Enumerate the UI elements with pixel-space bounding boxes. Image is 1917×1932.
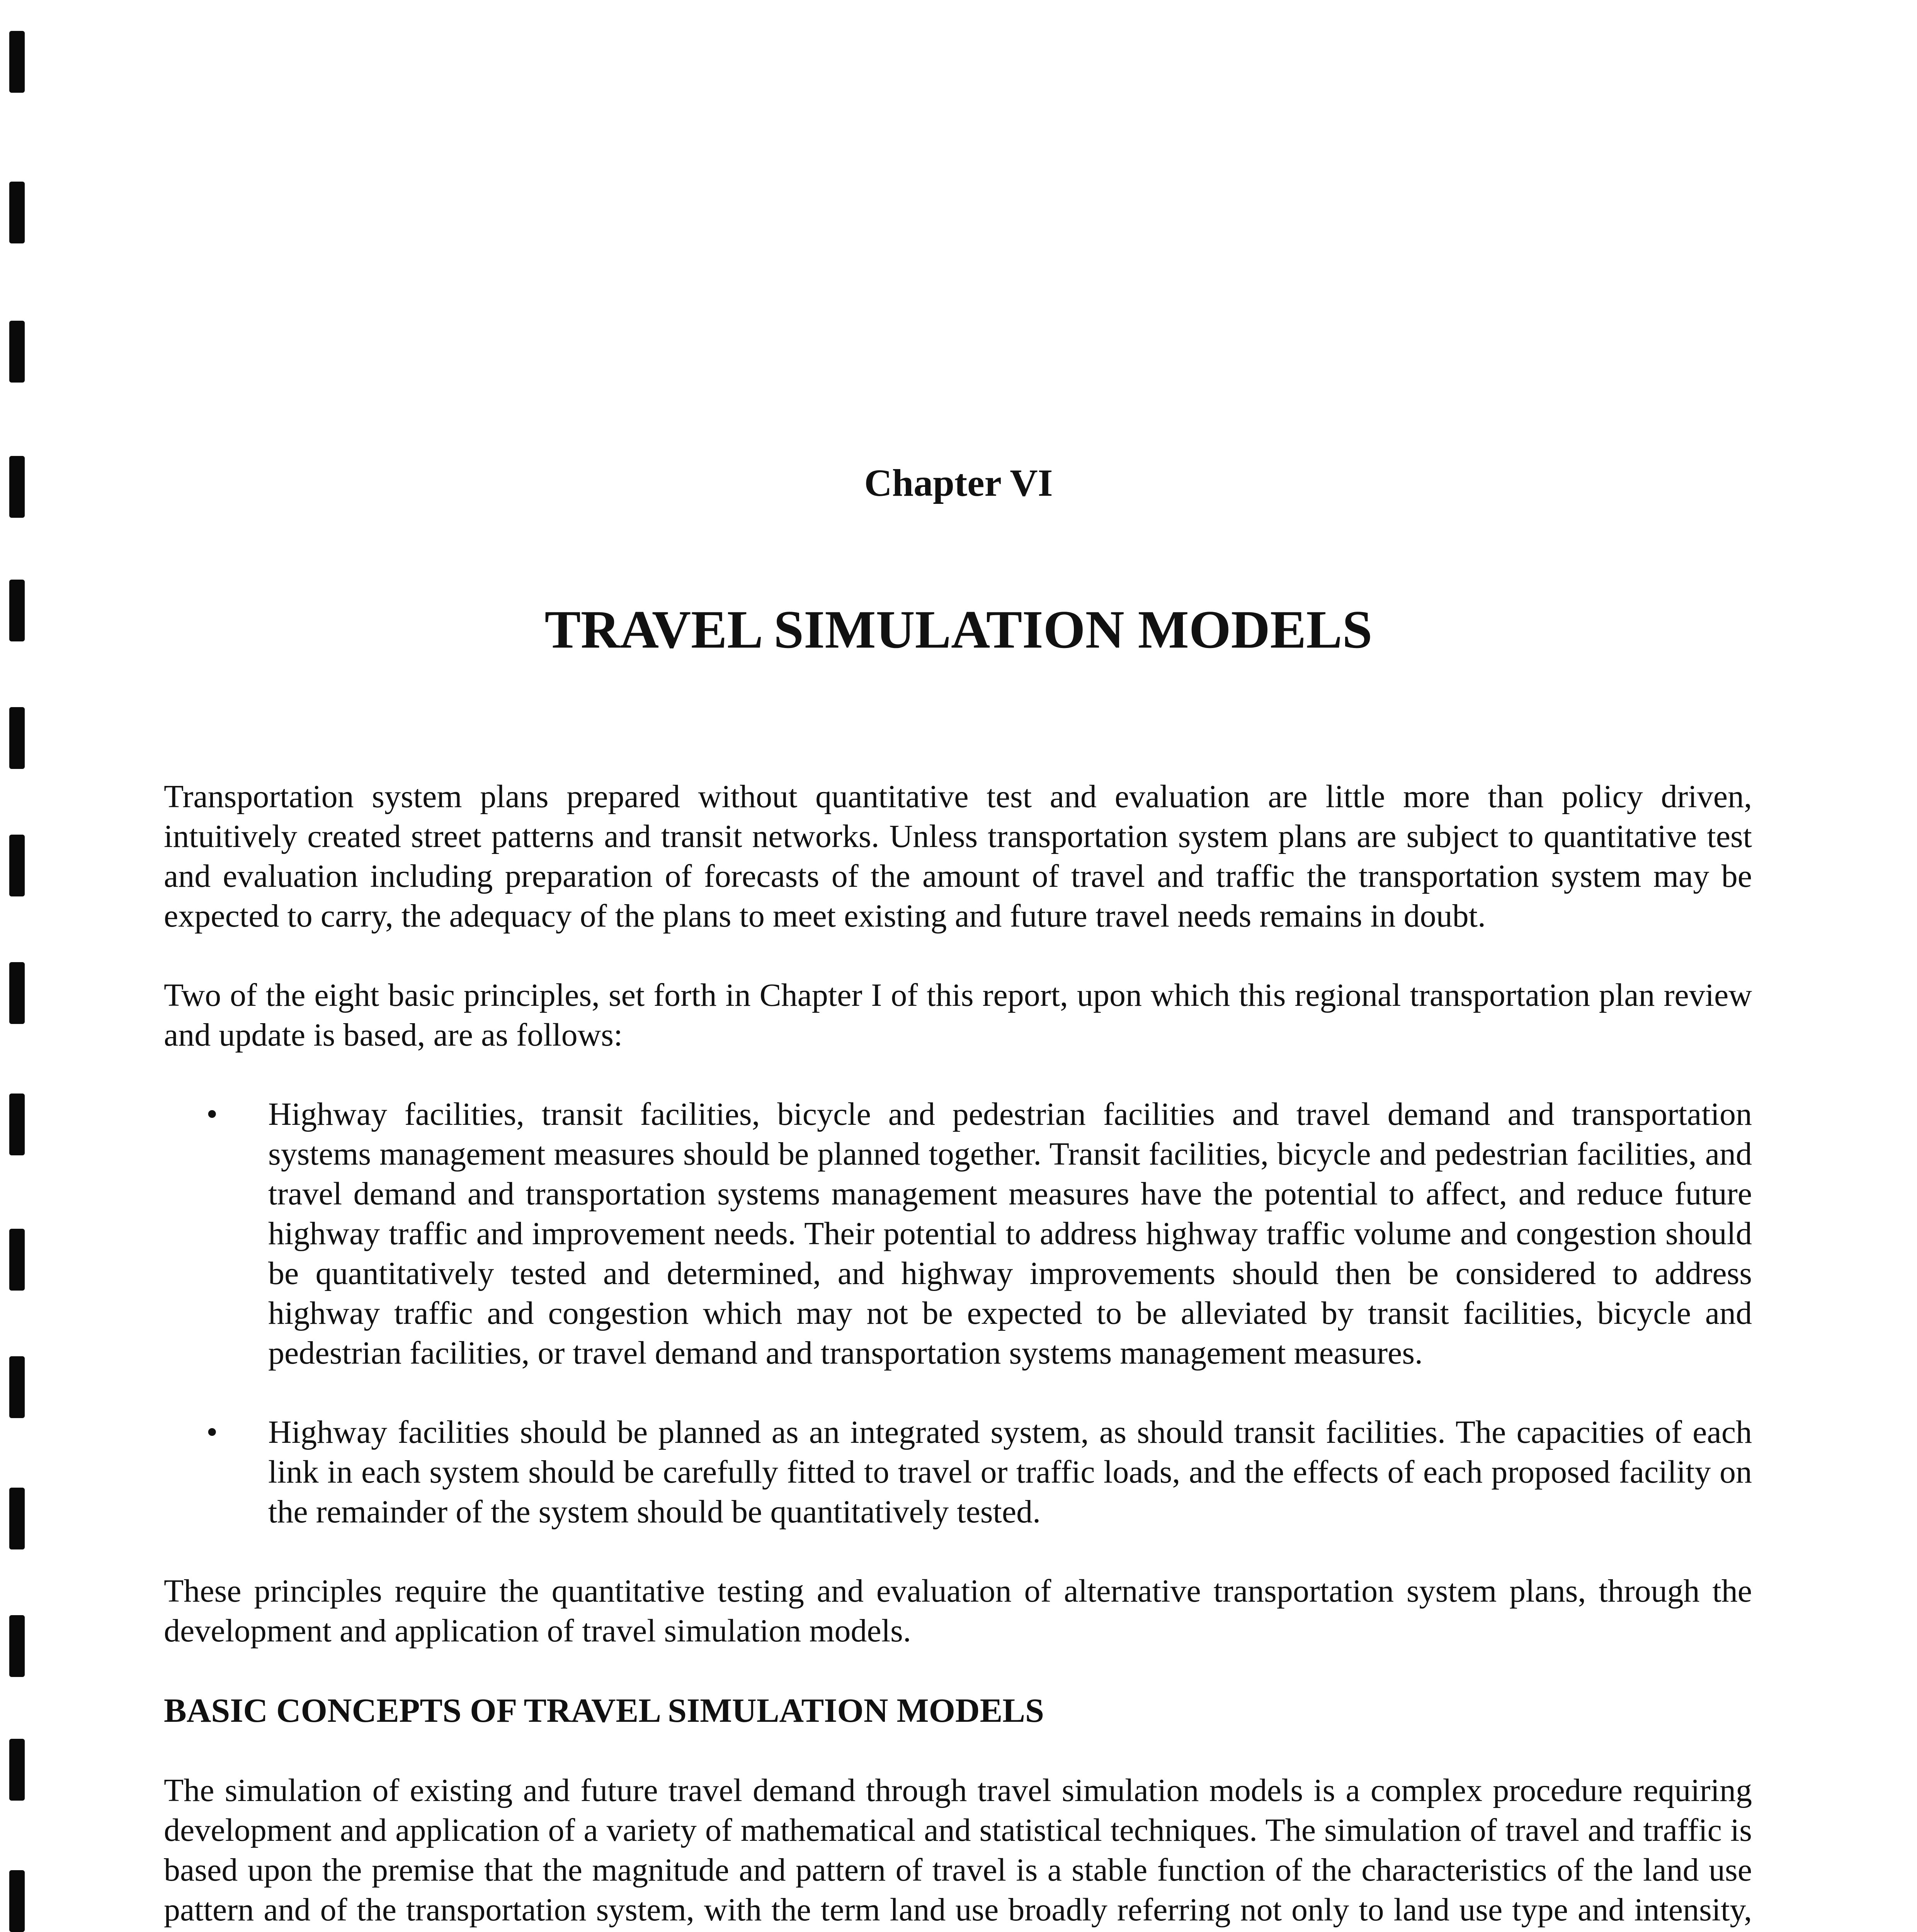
binding-hole — [9, 835, 25, 896]
chapter-label: Chapter VI — [864, 461, 1053, 504]
binding-holes — [9, 0, 40, 1932]
chapter-title: TRAVEL SIMULATION MODELS — [544, 600, 1373, 660]
bullet-icon: • — [206, 1414, 218, 1450]
principles-list — [164, 1094, 1752, 1532]
chapter-body — [164, 777, 1752, 1932]
basic-concepts-paragraph: The simulation of existing and future travel demand through travel simulation models is a complex procedure requiring development and application of a variety of mathematical and statistical techniques. The simulation of travel and traffic is based upon the premise that the magnitude and pattern of travel is a stable function of the characteristics of the land use pattern and of the transportation system, with the term land use broadly referring not only to land use type and intensity, — [164, 1772, 1752, 1928]
list-item-text: Highway facilities should be planned as an integrated system, as should transit facilities. The capacities of each link in each system should be carefully fitted to travel or traffic loads, and the effects of each proposed facility on the remainder of the system should be quantitatively tested. — [268, 1414, 1752, 1530]
binding-hole — [9, 962, 25, 1024]
binding-hole — [9, 1739, 25, 1801]
list-item-text: Highway facilities, transit facilities, bicycle and pedestrian facilities and travel demand and transportation systems management measures should be planned together. Transit facilities, bicycle and pedestrian facilities, and travel demand and transportation systems management measures have the potential to affect, and reduce future highway traffic and improvement needs. Their potential to address highway traffic volume and congestion should be quantitatively tested and determined, and highway improvements should then be considered to address highway traffic and congestion which may not be expected to be alleviated by transit facilities, bicycle and pedestrian facilities, or travel demand and transportation systems management measures. — [268, 1096, 1752, 1371]
binding-hole — [9, 1870, 25, 1932]
binding-hole — [9, 321, 25, 383]
intro-paragraph: Transportation system plans prepared without quantitative test and evaluation are little more than policy driven, intuitively created street patterns and transit networks. Unless transportation system plans are subject to quantitative test and evaluation including preparation of forecasts of the amount of travel and traffic the transportation system may be expected to carry, the adequacy of the plans to meet existing and future travel needs remains in doubt. — [164, 779, 1752, 934]
binding-hole — [9, 1356, 25, 1418]
binding-hole — [9, 182, 25, 243]
binding-hole — [9, 31, 25, 93]
list-item — [164, 1094, 1752, 1373]
binding-hole — [9, 707, 25, 769]
principles-intro-paragraph: Two of the eight basic principles, set forth in Chapter I of this report, upon which this regional transportation plan review and update is based, are as follows: — [164, 977, 1752, 1053]
bullet-icon: • — [206, 1096, 218, 1132]
section-heading: BASIC CONCEPTS OF TRAVEL SIMULATION MODELS — [164, 1692, 1044, 1730]
binding-hole — [9, 1615, 25, 1677]
principles-summary-paragraph: These principles require the quantitative testing and evaluation of alternative transportation system plans, through the development and application of travel simulation models. — [164, 1573, 1752, 1649]
binding-hole — [9, 1488, 25, 1549]
list-item — [164, 1412, 1752, 1532]
binding-hole — [9, 1229, 25, 1291]
binding-hole — [9, 1094, 25, 1155]
